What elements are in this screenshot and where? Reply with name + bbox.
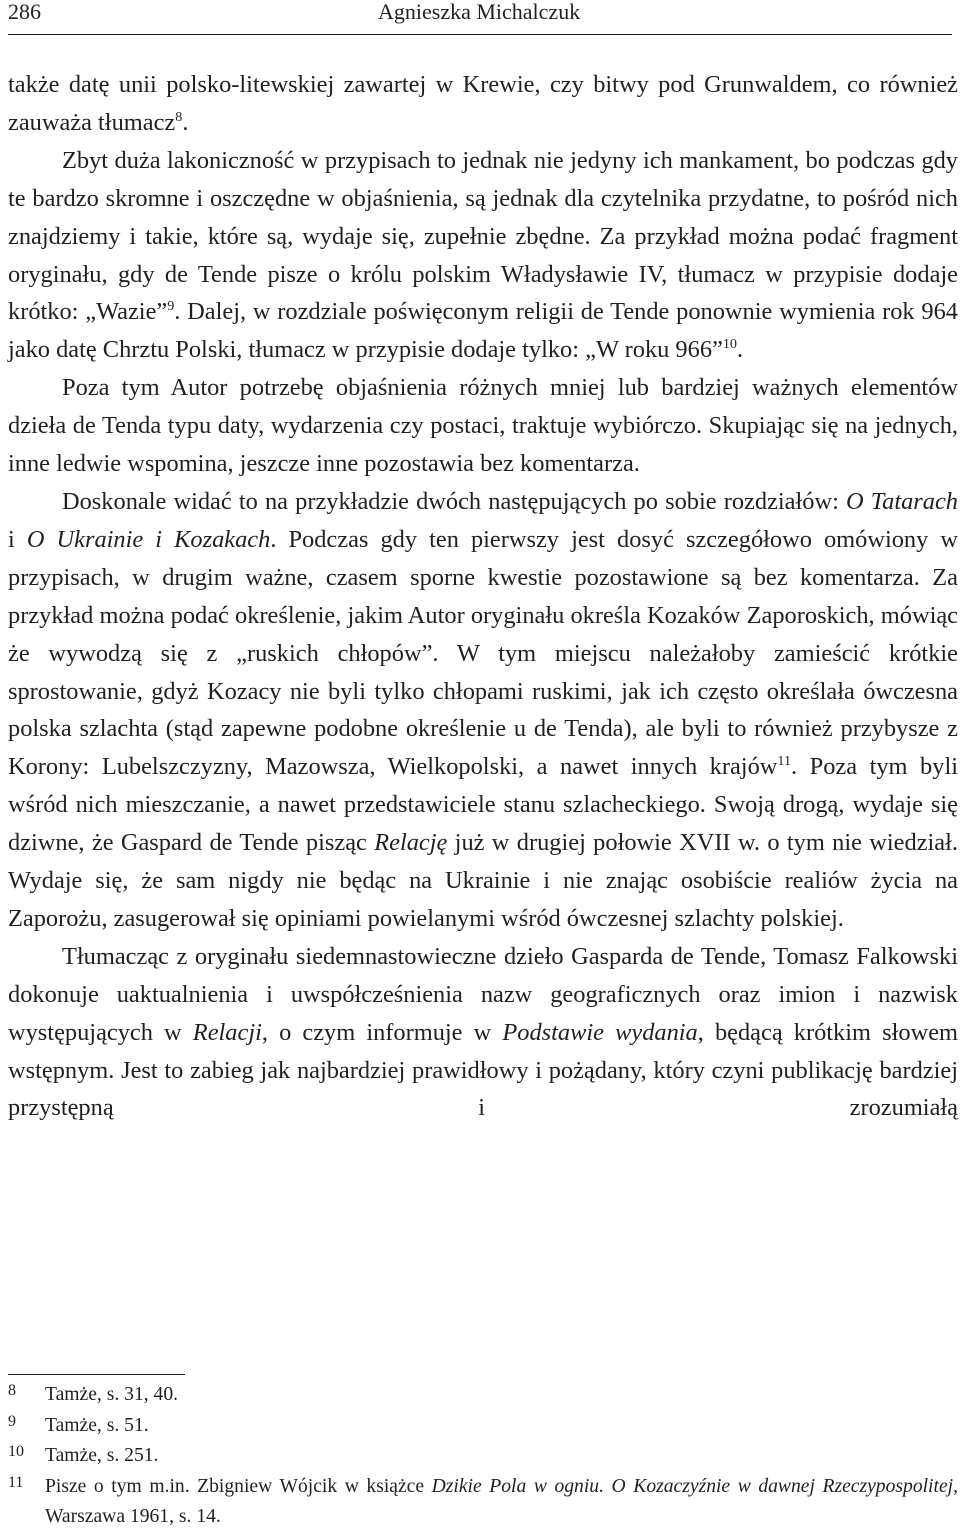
footnote-number: 10: [8, 1443, 24, 1461]
text-run: Zbyt duża lakoniczność w przypisach to jednak nie jedyny ich mankament, bo podczas gdy te bardzo skromne i oszczędne w objaśnienia, są jednak dla czytelnika przydatne, to pośród nich znajdziemy i takie, które są, wydaje się, zupełnie zbędne. Za przykład można podać fragment oryginału, gdy de Tende pisze o królu polskim Władysławie IV, tłumacz w przypisie dodaje krótko: „Wazie”: [8, 146, 958, 326]
running-head: Agnieszka Michalczuk: [378, 0, 581, 24]
footnote-text: Tamże, s. 51.: [45, 1414, 149, 1436]
italic-title: Dzikie Pola w ogniu. O Kozaczyźnie w dawnej Rzeczypospolitej: [431, 1475, 954, 1497]
paragraph-2: [8, 142, 958, 369]
text-run: . Poza tym byli wśród nich mieszczanie, a nawet przedstawiciele stanu szlacheckiego. Swoją drogą, wydaje się dziwne, że Gaspard de Tende pisząc: [8, 753, 958, 857]
footnote-ref-9[interactable]: 9: [167, 298, 175, 315]
footnote-ref-11[interactable]: 11: [777, 753, 792, 770]
text-run: już w drugiej połowie XVII w. o tym nie wiedział. Wydaje się, że sam nigdy nie będąc na Ukrainie i nie znając osobiście realiów życia na Zaporożu, zasugerował się opiniami powielanymi wśród ówczesnej szlachty polskiej.: [8, 829, 959, 932]
paragraph-1: [8, 66, 958, 142]
page-header: [8, 0, 952, 35]
footnotes: [8, 1380, 958, 1533]
footnote-ref-8[interactable]: 8: [175, 109, 183, 126]
paragraph-3: [8, 369, 958, 483]
footnote-text: Tamże, s. 251.: [45, 1445, 159, 1467]
text-run: . Dalej, w rozdziale poświęconym religii de Tende ponownie wymienia rok 964 jako datę Chrztu Polski, tłumacz w przypisie dodaje tylko: „W roku 966”: [8, 298, 958, 364]
italic-title: O Ukrainie i Kozakach: [26, 525, 271, 553]
text-run: Tłumacząc z oryginału siedemnastowieczne dzieło Gasparda de Tende, Tomasz Falkowski dokonuje uaktualnienia i uwspółcześnienia nazw geograficznych oraz imion i nazwisk występujących w: [8, 942, 958, 1046]
italic-title: Relacji: [192, 1018, 262, 1046]
main-text: [8, 66, 958, 1127]
footnote-8: [8, 1380, 958, 1411]
paragraph-5: [8, 938, 958, 1128]
italic-title: Podstawie wydania: [502, 1018, 698, 1046]
page-number: 286: [8, 0, 41, 24]
footnote-number: 11: [8, 1473, 24, 1491]
footnote-text: Pisze o tym m.in. Zbigniew Wójcik w książce: [45, 1475, 432, 1497]
text-run: .: [182, 108, 189, 136]
text-run: Poza tym Autor potrzebę objaśnienia różnych mniej lub bardziej ważnych elementów dzieła de Tenda typu daty, wydarzenia czy postaci, traktuje wybiórczo. Skupiając się na jednych, inne ledwie wspomina, jeszcze inne pozostawia bez komentarza.: [8, 374, 958, 478]
italic-title: Relację: [374, 829, 448, 857]
footnote-ref-10[interactable]: 10: [722, 336, 737, 353]
footnote-number: 9: [8, 1412, 16, 1430]
footnote-10: [8, 1441, 958, 1472]
text-run: , o czym informuje w: [261, 1018, 503, 1046]
text-run: . Podczas gdy ten pierwszy jest dosyć szczegółowo omówiony w przypisach, w drugim ważne, czasem sporne kwestie pozostawione są bez komentarza. Za przykład można podać określenie, jakim Autor oryginału określa Kozaków Zaporoskich, mówiąc że wywodzą się z „ruskich chłopów”. W tym miejscu należałoby zamieścić krótkie sprostowanie, gdyż Kozacy nie byli tylko chłopami ruskimi, jak ich często określała ówczesna polska szlachta (stąd zapewne podobne określenie u de Tenda), ale byli to również przybysze z Korony: Lubelszczyzny, Mazowsza, Wielkopolski, a nawet innych krajów: [8, 525, 959, 781]
text-run: i: [8, 525, 27, 553]
footnote-number: 8: [8, 1382, 16, 1399]
footnote-11: [8, 1472, 958, 1533]
footnote-separator: [8, 1374, 185, 1375]
footnote-text: Tamże, s. 31, 40.: [45, 1384, 179, 1405]
text-run: .: [736, 336, 744, 364]
text-run: Doskonale widać to na przykładzie dwóch następujących po sobie rozdziałów:: [62, 487, 847, 515]
text-run: także datę unii polsko-litewskiej zawartej w Krewie, czy bitwy pod Grunwaldem, co również zauważa tłumacz: [8, 71, 958, 136]
footnote-9: [8, 1411, 958, 1442]
paragraph-4: [8, 483, 958, 938]
text-run: , będącą krótkim słowem wstępnym. Jest to zabieg jak najbardziej prawidłowy i pożądany, który czyni publikację bardziej przystępną i zrozumiałą: [8, 1018, 958, 1122]
italic-title: O Tatarach: [846, 487, 958, 515]
footnote-text: , Warszawa 1961, s. 14.: [45, 1475, 958, 1528]
